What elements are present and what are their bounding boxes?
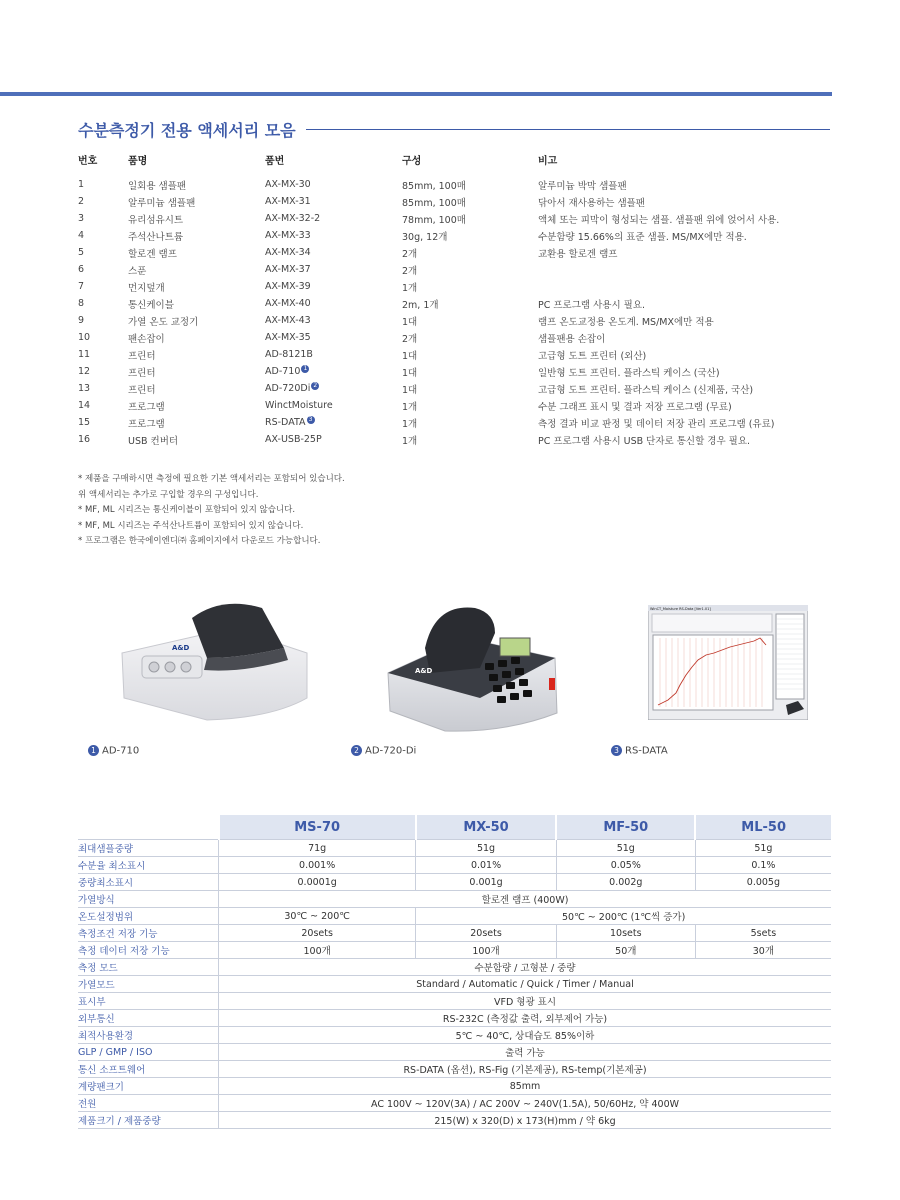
accessory-cell: AX-MX-35 (265, 332, 311, 343)
spec-value: 0.002g (556, 874, 695, 891)
spec-row (78, 857, 831, 874)
spec-label: 측정조건 저장 기능 (78, 925, 219, 942)
spec-label: 계량팬크기 (78, 1078, 219, 1095)
accessory-cell: 7 (78, 281, 85, 292)
accessory-cell: 램프 온도교정용 온도계. MS/MX에만 적용 (538, 316, 714, 328)
accessory-cell: 2개 (402, 265, 418, 277)
accessory-cell: 1개 (402, 435, 418, 447)
accessory-cell: AX-MX-32-2 (265, 213, 321, 224)
accessory-cell: 15 (78, 417, 91, 428)
accessory-table-header (78, 152, 838, 176)
accessory-cell (538, 278, 838, 295)
accessory-cell: 5 (78, 247, 85, 258)
spec-row (78, 1027, 831, 1044)
accessory-row (78, 261, 838, 278)
spec-value: 수분함량 / 고형분 / 중량 (219, 959, 832, 976)
spec-value: 51g (416, 840, 556, 857)
spec-value: RS-DATA (옵션), RS-Fig (기본제공), RS-temp(기본제공) (219, 1061, 832, 1078)
spec-value: 5sets (695, 925, 831, 942)
accessory-cell: 2개 (402, 248, 418, 260)
spec-value: 10sets (556, 925, 695, 942)
notes (78, 472, 345, 550)
spec-row (78, 942, 831, 959)
spec-row (78, 1078, 831, 1095)
spec-table-header (78, 815, 831, 840)
reference-mark: 2 (311, 382, 319, 390)
section-title: 수분측정기 전용 액세서리 모음 (78, 118, 306, 141)
spec-value: Standard / Automatic / Quick / Timer / Manual (219, 976, 832, 993)
svg-text:A&D: A&D (172, 644, 190, 652)
note-line: * 제품을 구매하시면 측정에 필요한 기본 액세서리는 포함되어 있습니다. (78, 474, 345, 484)
caption-label: AD-720-Di (365, 745, 417, 757)
spec-value: 할로겐 램프 (400W) (219, 891, 832, 908)
spec-header-blank (78, 815, 219, 840)
spec-value: 0.01% (416, 857, 556, 874)
accessory-cell: 알루미늄 샘플팬 (128, 197, 196, 209)
note-line: * MF, ML 시리즈는 통신케이블이 포함되어 있지 않습니다. (78, 505, 296, 515)
accessory-cell: 가열 온도 교정기 (128, 316, 199, 328)
spec-row (78, 874, 831, 891)
spec-label: GLP / GMP / ISO (78, 1044, 219, 1061)
accessory-cell: 12 (78, 366, 91, 377)
accessory-cell: AD-8121B (265, 349, 313, 360)
spec-value: 0.001g (416, 874, 556, 891)
spec-value: 0.0001g (219, 874, 416, 891)
accessory-cell: 3 (78, 213, 85, 224)
accessory-cell: 닦아서 재사용하는 샘플팬 (538, 197, 645, 209)
accessory-cell: 14 (78, 400, 91, 411)
spec-row (78, 1061, 831, 1078)
accessory-cell: AD-710 1 (265, 363, 402, 380)
accessory-col-header: 번호 (78, 156, 98, 167)
spec-row (78, 993, 831, 1010)
accessory-cell: 1개 (402, 282, 418, 294)
accessory-cell: 교환용 할로겐 램프 (538, 248, 618, 260)
accessory-cell: 10 (78, 332, 91, 343)
spec-value: 51g (695, 840, 831, 857)
accessory-cell: 1개 (402, 401, 418, 413)
spec-label: 측정 데이터 저장 기능 (78, 942, 219, 959)
spec-value: 71g (219, 840, 416, 857)
spec-row (78, 1095, 831, 1112)
spec-value: 20sets (416, 925, 556, 942)
accessory-cell: 13 (78, 383, 91, 394)
accessory-cell: 일회용 샘플팬 (128, 180, 187, 192)
spec-row (78, 925, 831, 942)
spec-label: 가열모드 (78, 976, 219, 993)
spec-value: 51g (556, 840, 695, 857)
product-caption (88, 745, 139, 757)
spec-row (78, 1010, 831, 1027)
spec-value: 30개 (695, 942, 831, 959)
note-line: * 프로그램은 한국에이엔디㈜ 홈페이지에서 다운로드 가능합니다. (78, 536, 321, 546)
spec-label: 온도설정범위 (78, 908, 219, 925)
software-window-title: WinCT_Moisture RS-Data [Ver1.01] (650, 607, 711, 611)
accessory-cell: AD-720Di 2 (265, 380, 402, 397)
caption-number: 1 (88, 745, 99, 756)
accessory-cell: 스푼 (128, 265, 147, 277)
svg-text:A&D: A&D (415, 667, 433, 675)
accessory-cell: 액체 또는 피막이 형성되는 샘플. 샘플팬 위에 얹어서 사용. (538, 214, 780, 226)
accessory-cell: 수분 그래프 표시 및 결과 저장 프로그램 (무료) (538, 401, 732, 413)
spec-value: 100개 (416, 942, 556, 959)
caption-number: 2 (351, 745, 362, 756)
spec-value: 0.05% (556, 857, 695, 874)
section-header (78, 118, 830, 140)
accessory-cell: 일반형 도트 프린터. 플라스틱 케이스 (국산) (538, 367, 720, 379)
accessory-cell: 9 (78, 315, 85, 326)
accessory-cell: 4 (78, 230, 85, 241)
note-line: 위 액세서리는 추가로 구입할 경우의 구성입니다. (78, 489, 259, 500)
accessory-cell: 프로그램 (128, 418, 165, 430)
spec-value: 출력 가능 (219, 1044, 832, 1061)
spec-row (78, 1044, 831, 1061)
accessory-row (78, 244, 838, 261)
caption-label: AD-710 (102, 745, 140, 757)
accessory-row (78, 380, 838, 397)
accessory-cell: 프린터 (128, 350, 156, 362)
spec-value: 100개 (219, 942, 416, 959)
accessory-col-header: 비고 (538, 156, 558, 167)
accessory-row (78, 176, 838, 193)
spec-table (78, 815, 831, 1129)
rsdata-software-screenshot (648, 605, 808, 720)
spec-label: 외부통신 (78, 1010, 219, 1027)
accessory-cell: 78mm, 100매 (402, 214, 466, 226)
accessory-cell: AX-MX-40 (265, 298, 311, 309)
spec-value: 20sets (219, 925, 416, 942)
spec-value: 5℃ ~ 40℃, 상대습도 85%이하 (219, 1027, 832, 1044)
accessory-cell: AX-MX-30 (265, 179, 311, 190)
accessory-cell: 먼지덮개 (128, 282, 165, 294)
spec-label: 최적사용환경 (78, 1027, 219, 1044)
accessory-table (78, 152, 838, 448)
accessory-cell: 프린터 (128, 367, 156, 379)
reference-mark: 1 (301, 365, 309, 373)
spec-row (78, 976, 831, 993)
caption-label: RS-DATA (625, 745, 668, 757)
accessory-row (78, 346, 838, 363)
accessory-cell: 30g, 12개 (402, 231, 448, 243)
accessory-col-header: 품번 (265, 156, 285, 167)
accessory-cell: WinctMoisture (265, 400, 333, 411)
spec-value: 30℃ ~ 200℃ (219, 908, 416, 925)
spec-label: 전원 (78, 1095, 219, 1112)
accessory-row (78, 210, 838, 227)
accessory-row (78, 193, 838, 210)
spec-label: 수분율 최소표시 (78, 857, 219, 874)
accessory-cell: AX-MX-43 (265, 315, 311, 326)
model-header: MX-50 (416, 815, 556, 840)
spec-label: 제품크기 / 제품중량 (78, 1112, 219, 1129)
spec-value: 0.1% (695, 857, 831, 874)
accessory-row (78, 397, 838, 414)
accessory-col-header: 구성 (402, 156, 422, 167)
accessory-cell: 85mm, 100매 (402, 180, 466, 192)
accessory-cell: AX-MX-37 (265, 264, 311, 275)
spec-value: 215(W) x 320(D) x 173(H)mm / 약 6kg (219, 1112, 832, 1129)
spec-label: 측정 모드 (78, 959, 219, 976)
accessory-row (78, 295, 838, 312)
accessory-cell: PC 프로그램 사용시 필요. (538, 299, 646, 311)
accessory-cell: 프로그램 (128, 401, 165, 413)
accessory-row (78, 431, 838, 448)
accessory-cell: 2m, 1개 (402, 299, 439, 311)
accessory-cell: 8 (78, 298, 85, 309)
accessory-cell: 할로겐 램프 (128, 248, 177, 260)
ad710-printer-image (112, 598, 312, 723)
accessory-cell: RS-DATA 3 (265, 414, 402, 431)
model-header: ML-50 (695, 815, 831, 840)
accessory-row (78, 414, 838, 431)
spec-row (78, 840, 831, 857)
accessory-cell: 11 (78, 349, 91, 360)
accessory-cell: 6 (78, 264, 85, 275)
model-header: MS-70 (219, 815, 416, 840)
spec-row (78, 891, 831, 908)
accessory-cell: AX-MX-33 (265, 230, 311, 241)
spec-value: 50℃ ~ 200℃ (1℃씩 증가) (416, 908, 831, 925)
accessory-cell: 고급형 도트 프린터. 플라스틱 케이스 (신제품, 국산) (538, 384, 754, 396)
accessory-cell: 85mm, 100매 (402, 197, 466, 209)
accessory-row (78, 312, 838, 329)
accessory-cell: 2개 (402, 333, 418, 345)
spec-row (78, 959, 831, 976)
accessory-cell: 1대 (402, 384, 418, 396)
model-header: MF-50 (556, 815, 695, 840)
accessory-row (78, 329, 838, 346)
accessory-cell: 고급형 도트 프린터 (외산) (538, 350, 647, 362)
accessory-cell: AX-MX-31 (265, 196, 311, 207)
accessory-cell: 1개 (402, 418, 418, 430)
spec-row (78, 1112, 831, 1129)
accessory-cell: AX-MX-39 (265, 281, 311, 292)
product-caption (611, 745, 668, 757)
spec-value: 50개 (556, 942, 695, 959)
accessory-cell: 1대 (402, 367, 418, 379)
accessory-cell: AX-MX-34 (265, 247, 311, 258)
spec-label: 최대샘플중량 (78, 840, 219, 857)
accessory-cell: AX-USB-25P (265, 434, 322, 445)
spec-label: 통신 소프트웨어 (78, 1061, 219, 1078)
accessory-cell: 측정 결과 비교 판정 및 데이터 저장 관리 프로그램 (유료) (538, 418, 775, 430)
spec-label: 중량최소표시 (78, 874, 219, 891)
accessory-cell: 주석산나트륨 (128, 231, 184, 243)
spec-value: AC 100V ~ 120V(3A) / AC 200V ~ 240V(1.5A), 50/60Hz, 약 400W (219, 1095, 832, 1112)
spec-value: RS-232C (측정값 출력, 외부제어 가능) (219, 1010, 832, 1027)
accessory-cell: 1 (78, 179, 85, 190)
top-accent-bar (0, 92, 832, 96)
accessory-cell: 2 (78, 196, 85, 207)
accessory-cell: 1대 (402, 350, 418, 362)
accessory-cell: PC 프로그램 사용시 USB 단자로 통신할 경우 필요. (538, 435, 751, 447)
spec-row (78, 908, 831, 925)
spec-value: VFD 형광 표시 (219, 993, 832, 1010)
accessory-cell: 알루미늄 박막 샘플팬 (538, 180, 627, 192)
accessory-cell: 샘플팬용 손잡이 (538, 333, 606, 345)
spec-value: 85mm (219, 1078, 832, 1095)
accessory-row (78, 363, 838, 380)
spec-value: 0.005g (695, 874, 831, 891)
ad720di-printer-image (385, 603, 565, 735)
accessory-cell: 수분함량 15.66%의 표준 샘플. MS/MX에만 적용. (538, 231, 747, 243)
accessory-cell: USB 컨버터 (128, 435, 179, 447)
accessory-cell: 팬손잡이 (128, 333, 165, 345)
spec-label: 표시부 (78, 993, 219, 1010)
accessory-cell: 유리섬유시트 (128, 214, 184, 226)
accessory-cell: 16 (78, 434, 91, 445)
accessory-row (78, 278, 838, 295)
spec-value: 0.001% (219, 857, 416, 874)
spec-label: 가열방식 (78, 891, 219, 908)
accessory-col-header: 품명 (128, 156, 148, 167)
accessory-cell (538, 261, 838, 278)
accessory-cell: 프린터 (128, 384, 156, 396)
accessory-cell: 1대 (402, 316, 418, 328)
note-line: * MF, ML 시리즈는 주석산나트륨이 포함되어 있지 않습니다. (78, 520, 304, 531)
product-caption (351, 745, 416, 757)
accessory-cell: 통신케이블 (128, 299, 174, 311)
caption-number: 3 (611, 745, 622, 756)
accessory-row (78, 227, 838, 244)
reference-mark: 3 (307, 416, 315, 424)
